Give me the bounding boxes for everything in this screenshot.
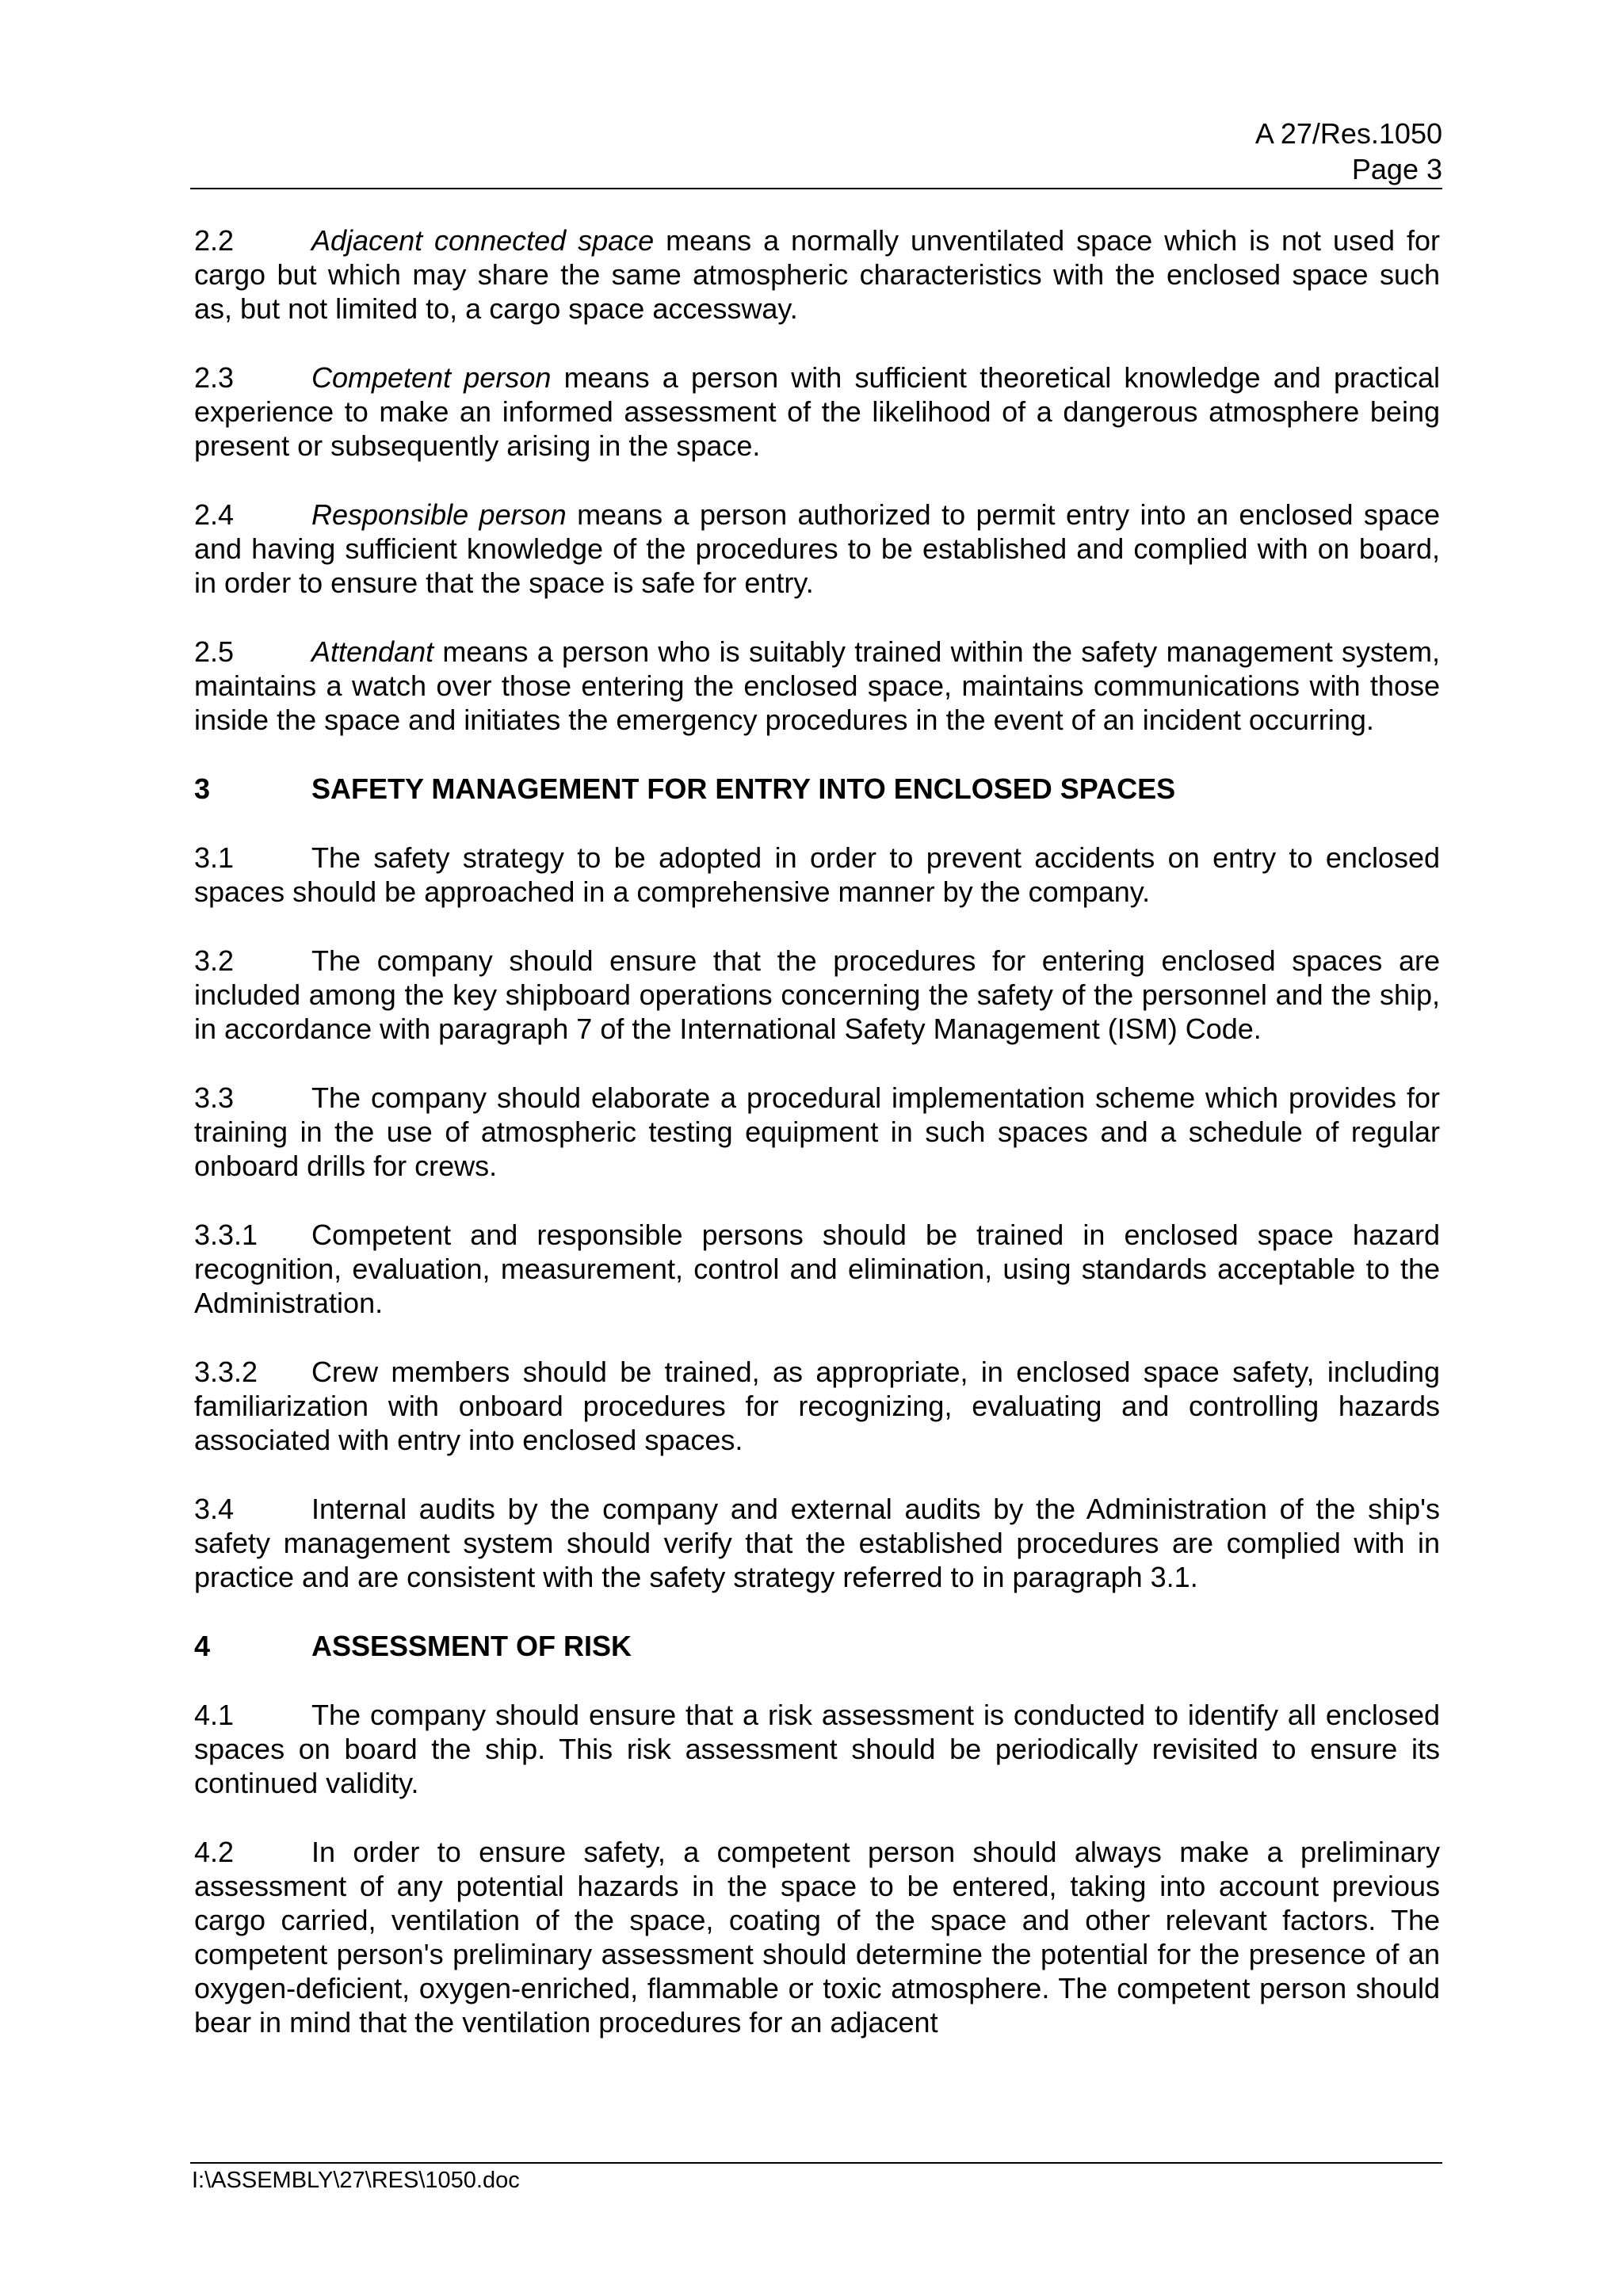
- paragraph-text: In order to ensure safety, a competent person should always make a preliminary assessment of any potential hazards in the space to be entered, taking into account previous cargo carried, ventilation of the space, coating of the space and other relevant factors. The competent person's preliminary assessment should determine the potential for the presence of an oxygen-deficient, oxygen-enriched, flammable or toxic atmosphere. The competent person should bear in mind that the ventilation procedures for an adjacent: [194, 1836, 1440, 2039]
- file-path-footer: I:\ASSEMBLY\27\RES\1050.doc: [192, 2168, 520, 2193]
- paragraph-number: 2.5: [194, 635, 235, 668]
- paragraph-text: means a person with sufficient theoretical knowledge and practical experience to make an informed assessment of the likelihood of a dangerous atmosphere being present or subsequently arising in the space.: [194, 361, 1440, 462]
- paragraph-3-3-2: [194, 1355, 1440, 1457]
- paragraph-text: The company should ensure that the procedures for entering enclosed spaces are included among the key shipboard operations concerning the safety of the personnel and the ship, in accordance with paragraph 7 of the International Safety Management (ISM) Code.: [194, 944, 1440, 1045]
- paragraph-text: means a person who is suitably trained within the safety management system, maintains a watch over those entering the enclosed space, maintains communications with those inside the space and initiates the emergency procedures in the event of an incident occurring.: [194, 635, 1440, 736]
- page-header: [190, 116, 1442, 187]
- paragraph-text: The company should elaborate a procedural implementation scheme which provides for training in the use of atmospheric testing equipment in such spaces and a schedule of regular onboard drills for crews.: [194, 1081, 1440, 1182]
- paragraph-text: Competent and responsible persons should be trained in enclosed space hazard recognition, evaluation, measurement, control and elimination, using standards acceptable to the Administration.: [194, 1219, 1440, 1319]
- paragraph-number: 3.1: [194, 841, 235, 874]
- paragraph-number: 3.3.1: [194, 1219, 258, 1251]
- document-body: [194, 223, 1440, 2074]
- section-heading-4: [194, 1629, 1440, 1663]
- paragraph-number: 4.2: [194, 1836, 235, 1868]
- header-divider: [190, 188, 1442, 189]
- paragraph-4-1: [194, 1698, 1440, 1800]
- paragraph-3-1: [194, 841, 1440, 909]
- defined-term: Attendant: [311, 635, 434, 668]
- paragraph-2-2: [194, 223, 1440, 326]
- paragraph-text: Internal audits by the company and external audits by the Administration of the ship's safety management system should verify that the established procedures are complied with in practice and are consistent with the safety strategy referred to in paragraph 3.1.: [194, 1493, 1440, 1593]
- paragraph-number: 2.2: [194, 224, 235, 257]
- paragraph-2-4: [194, 498, 1440, 600]
- paragraph-number: 4.1: [194, 1699, 235, 1731]
- paragraph-number: 3.3.2: [194, 1356, 258, 1388]
- paragraph-text: means a normally unventilated space which is not used for cargo but which may share the same atmospheric characteristics with the enclosed space such as, but not limited to, a cargo space accessway.: [194, 224, 1440, 325]
- section-number: 4: [194, 1630, 211, 1662]
- paragraph-4-2: [194, 1835, 1440, 2039]
- document-reference: A 27/Res.1050: [1254, 117, 1442, 150]
- defined-term: Responsible person: [311, 498, 567, 531]
- section-title: SAFETY MANAGEMENT FOR ENTRY INTO ENCLOSED SPACES: [311, 772, 1176, 805]
- paragraph-text: The company should ensure that a risk assessment is conducted to identify all enclosed spaces on board the ship. This risk assessment should be periodically revisited to ensure its continued validity.: [194, 1699, 1440, 1799]
- defined-term: Competent person: [311, 361, 552, 394]
- paragraph-3-4: [194, 1492, 1440, 1594]
- paragraph-2-3: [194, 360, 1440, 463]
- paragraph-3-3-1: [194, 1218, 1440, 1320]
- paragraph-number: 3.4: [194, 1493, 235, 1525]
- section-heading-3: [194, 772, 1440, 806]
- page-number: Page 3: [1351, 153, 1442, 185]
- section-number: 3: [194, 772, 211, 805]
- paragraph-number: 2.4: [194, 498, 235, 531]
- defined-term: Adjacent connected space: [311, 224, 655, 257]
- paragraph-number: 2.3: [194, 361, 235, 394]
- paragraph-number: 3.3: [194, 1081, 235, 1114]
- paragraph-text: The safety strategy to be adopted in order to prevent accidents on entry to enclosed spaces should be approached in a comprehensive manner by the company.: [194, 841, 1440, 908]
- paragraph-text: means a person authorized to permit entry into an enclosed space and having sufficient knowledge of the procedures to be established and complied with on board, in order to ensure that the space is safe for entry.: [194, 498, 1441, 599]
- section-title: ASSESSMENT OF RISK: [311, 1630, 632, 1662]
- footer-divider: [190, 2162, 1442, 2164]
- paragraph-2-5: [194, 635, 1440, 737]
- paragraph-3-3: [194, 1081, 1440, 1183]
- paragraph-3-2: [194, 944, 1440, 1046]
- paragraph-number: 3.2: [194, 944, 235, 977]
- paragraph-text: Crew members should be trained, as appropriate, in enclosed space safety, including familiarization with onboard procedures for recognizing, evaluating and controlling hazards associated with entry into enclosed spaces.: [194, 1356, 1440, 1456]
